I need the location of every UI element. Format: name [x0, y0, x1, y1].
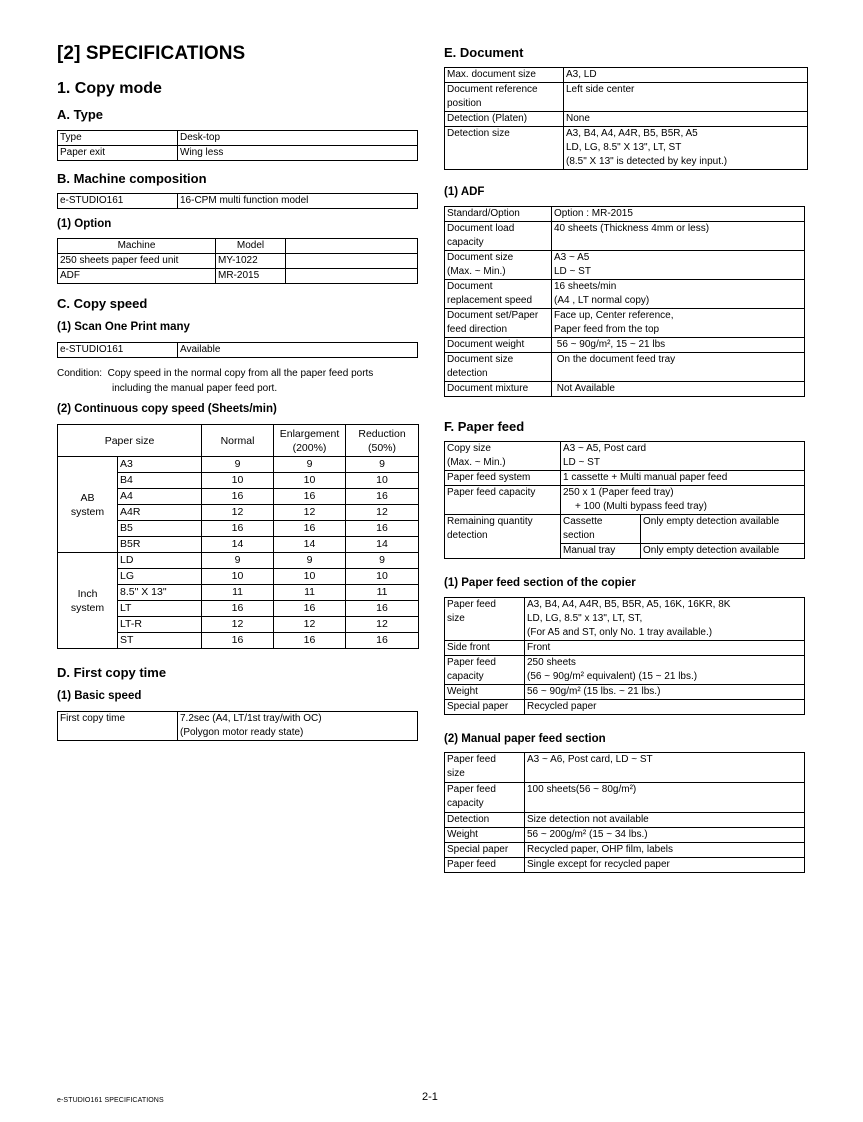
label-line: Document size — [447, 252, 514, 263]
label-line: Detection size — [447, 128, 510, 139]
cell-label — [445, 280, 552, 309]
table-row — [445, 442, 805, 471]
heading-document: E. Document — [444, 45, 524, 60]
cell-paper-size: B4 — [118, 473, 202, 489]
label-line: Document reference — [447, 84, 538, 95]
table-row — [445, 515, 805, 544]
label-line: replacement speed — [447, 295, 533, 306]
cell-label — [445, 813, 525, 828]
label-line: Special paper — [447, 844, 509, 855]
cell-normal: 16 — [202, 601, 274, 617]
cell-label — [445, 83, 564, 112]
label-line: Document load — [447, 223, 515, 234]
label-line: Weight — [447, 686, 478, 697]
cell-paper-size: B5 — [118, 521, 202, 537]
cell-label — [445, 222, 552, 251]
label-line: (Max. ~ Min.) — [447, 266, 506, 277]
cell-normal: 12 — [202, 617, 274, 633]
table-row — [445, 83, 808, 112]
value-line: 40 sheets (Thickness 4mm or less) — [554, 223, 710, 234]
machine-composition-table — [57, 193, 418, 209]
value-line: 16 sheets/min — [554, 281, 617, 292]
cell-value — [564, 112, 808, 127]
cell-value — [552, 353, 805, 382]
label-line: Special paper — [447, 701, 509, 712]
header-reduction-line-1: Reduction — [358, 427, 406, 440]
value-line: (8.5" X 13" is detected by key input.) — [566, 156, 728, 167]
condition-note — [57, 366, 427, 396]
table-row — [445, 783, 805, 813]
label-line: Remaining quantity — [447, 516, 533, 527]
cell-value: Desk-top — [178, 131, 418, 146]
value-line: Recycled paper — [527, 701, 597, 712]
table-row — [445, 353, 805, 382]
section-heading-copy-mode: 1. Copy mode — [57, 80, 162, 97]
cell-reduction: 16 — [346, 601, 419, 617]
cell-value — [564, 68, 808, 83]
label-line: detection — [447, 368, 488, 379]
value-line: 250 sheets — [527, 657, 576, 668]
cell-label — [445, 858, 525, 873]
label-line: feed direction — [447, 324, 508, 335]
label-line: Standard/Option — [447, 208, 520, 219]
cell-label — [445, 656, 525, 685]
cell-label — [445, 353, 552, 382]
cell-value — [564, 127, 808, 170]
document-table — [444, 67, 808, 170]
label-line: capacity — [447, 671, 484, 682]
cell-value — [552, 207, 805, 222]
table-row — [445, 641, 805, 656]
type-table — [57, 130, 418, 161]
cell-label: Paper exit — [58, 146, 178, 161]
value-line: A3 ~ A5, Post card — [563, 443, 647, 454]
cell-enlargement: 9 — [274, 553, 346, 569]
value-line-2: (Polygon motor ready state) — [180, 727, 304, 738]
cell-paper-size: A3 — [118, 457, 202, 473]
cell-model: MY-1022 — [216, 254, 286, 269]
table-row — [445, 222, 805, 251]
group-inch-system — [58, 553, 118, 649]
header-machine: Machine — [58, 239, 216, 254]
heading-machine-composition: B. Machine composition — [57, 171, 207, 186]
value-line: 56 ~ 90g/m², 15 ~ 21 lbs — [554, 339, 666, 350]
cell-label: First copy time — [58, 712, 178, 741]
table-row — [445, 207, 805, 222]
table-row — [58, 254, 418, 269]
cell-value: Available — [178, 343, 418, 358]
header-model: Model — [216, 239, 286, 254]
header-enlargement-line-1: Enlargement — [279, 427, 340, 440]
option-table — [57, 238, 418, 284]
value-line: A3 ~ A6, Post card, LD ~ ST — [527, 754, 653, 765]
cell-enlargement: 16 — [274, 601, 346, 617]
table-row — [445, 843, 805, 858]
header-reduction — [346, 425, 419, 457]
table-row — [445, 753, 805, 783]
cell-machine: ADF — [58, 269, 216, 284]
cell-label — [445, 843, 525, 858]
value-line: (A4 , LT normal copy) — [554, 295, 650, 306]
cell-reduction: 10 — [346, 569, 419, 585]
cell-sublabel — [561, 515, 641, 544]
label-line: Document mixture — [447, 383, 529, 394]
value-line: A3, LD — [566, 69, 597, 80]
table-row — [445, 68, 808, 83]
table-row — [445, 656, 805, 685]
table-row — [445, 685, 805, 700]
cell-value — [525, 858, 805, 873]
header-enlargement-line-2: (200%) — [292, 441, 327, 454]
label-line: Document set/Paper — [447, 310, 539, 321]
cell-label — [445, 783, 525, 813]
cell-label — [445, 207, 552, 222]
heading-paper-feed-section-copier: (1) Paper feed section of the copier — [444, 577, 636, 589]
table-row — [445, 813, 805, 828]
cell-paper-size: A4R — [118, 505, 202, 521]
value-line: + 100 (Multi bypass feed tray) — [575, 501, 708, 512]
table-row — [445, 309, 805, 338]
condition-line-2: including the manual paper feed port. — [112, 383, 278, 394]
label-line: Document — [447, 281, 493, 292]
label-line: Copy size — [447, 443, 491, 454]
cell-reduction: 14 — [346, 537, 419, 553]
table-row — [445, 112, 808, 127]
value-line: Front — [527, 642, 551, 653]
table-row — [58, 343, 418, 358]
cell-value — [178, 712, 418, 741]
cell-label — [445, 700, 525, 715]
cell-reduction: 16 — [346, 521, 419, 537]
first-copy-table — [57, 711, 418, 741]
table-row — [445, 338, 805, 353]
cell-enlargement: 9 — [274, 457, 346, 473]
page-title: [2] SPECIFICATIONS — [57, 43, 246, 64]
value-line: LD ~ ST — [563, 457, 600, 468]
cell-value — [525, 685, 805, 700]
heading-first-copy-time: D. First copy time — [57, 665, 167, 680]
cell-model: MR-2015 — [216, 269, 286, 284]
continuous-copy-speed-table — [57, 424, 419, 649]
value-line: Not Available — [554, 383, 615, 394]
group-label-line-2: system — [70, 505, 105, 518]
cell-paper-size: LG — [118, 569, 202, 585]
table-row — [445, 486, 805, 515]
cell-normal: 12 — [202, 505, 274, 521]
cell-reduction: 11 — [346, 585, 419, 601]
cell-enlargement: 10 — [274, 569, 346, 585]
table-row — [58, 269, 418, 284]
value-line: Recycled paper, OHP film, labels — [527, 844, 673, 855]
label-line: Detection (Platen) — [447, 113, 528, 124]
heading-type: A. Type — [57, 107, 103, 122]
label-line: Weight — [447, 829, 478, 840]
table-row — [445, 471, 805, 486]
label-line: Cassette — [563, 516, 603, 527]
cell-label — [445, 127, 564, 170]
label-line: capacity — [447, 798, 484, 809]
scan-one-table — [57, 342, 418, 358]
cell-value: Only empty detection available — [641, 544, 805, 559]
manual-paper-feed-table — [444, 752, 805, 873]
cell-value: 1 cassette + Multi manual paper feed — [561, 471, 805, 486]
cell-value — [552, 280, 805, 309]
cell-value — [525, 641, 805, 656]
cell-paper-size: A4 — [118, 489, 202, 505]
label-line: size — [447, 768, 465, 779]
value-line: LD, LG, 8.5" X 13", LT, ST — [566, 142, 682, 153]
cell-label — [445, 338, 552, 353]
cell-value — [525, 813, 805, 828]
table-row — [58, 712, 418, 741]
cell-value: Only empty detection available — [641, 515, 805, 544]
cell-paper-size: ST — [118, 633, 202, 649]
value-line: (56 ~ 90g/m² equivalent) (15 ~ 21 lbs.) — [527, 671, 698, 682]
value-line: A3, B4, A4, A4R, B5, B5R, A5 — [566, 128, 698, 139]
table-row — [58, 131, 418, 146]
cell-reduction: 12 — [346, 505, 419, 521]
cell-value — [552, 309, 805, 338]
value-line: A3 ~ A5 — [554, 252, 590, 263]
label-line: Max. document size — [447, 69, 536, 80]
condition-label: Condition: — [57, 368, 103, 379]
header-paper-size: Paper size — [58, 425, 202, 457]
table-row — [58, 457, 419, 473]
cell-reduction: 9 — [346, 553, 419, 569]
condition-line-1: Copy speed in the normal copy from all the paper feed ports — [107, 368, 374, 379]
cell-label — [445, 685, 525, 700]
group-label-line-1: Inch — [77, 587, 98, 600]
cell-value — [552, 251, 805, 280]
heading-option: (1) Option — [57, 218, 112, 230]
label-line: capacity — [447, 237, 484, 248]
cell-enlargement: 10 — [274, 473, 346, 489]
cell-normal: 14 — [202, 537, 274, 553]
cell-sublabel: Manual tray — [561, 544, 641, 559]
group-label-line-1: AB — [80, 491, 95, 504]
table-row — [445, 251, 805, 280]
header-enlargement — [274, 425, 346, 457]
value-line: 100 sheets(56 ~ 80g/m²) — [527, 784, 637, 795]
value-line: A3, B4, A4, A4R, B5, B5R, A5, 16K, 16KR, 8K — [527, 599, 731, 610]
table-row — [445, 858, 805, 873]
label-line: Paper feed — [447, 599, 496, 610]
cell-blank — [286, 254, 418, 269]
cell-value: Wing less — [178, 146, 418, 161]
table-row — [58, 146, 418, 161]
cell-normal: 10 — [202, 473, 274, 489]
cell-paper-size: 8.5" X 13" — [118, 585, 202, 601]
value-line: Option : MR-2015 — [554, 208, 633, 219]
heading-paper-feed: F. Paper feed — [444, 419, 525, 434]
table-row — [58, 553, 419, 569]
footer-document-title: e-STUDIO161 SPECIFICATIONS — [57, 1097, 164, 1104]
label-line: position — [447, 98, 482, 109]
cell-label — [445, 309, 552, 338]
label-line: Detection — [447, 814, 490, 825]
label-line: Paper feed — [447, 784, 496, 795]
value-line: 56 ~ 90g/m² (15 lbs. ~ 21 lbs.) — [527, 686, 661, 697]
label-line: Paper feed — [447, 657, 496, 668]
header-normal: Normal — [202, 425, 274, 457]
heading-basic-speed: (1) Basic speed — [57, 690, 142, 702]
cell-label — [445, 753, 525, 783]
cell-value: 16-CPM multi function model — [178, 194, 418, 209]
cell-value — [525, 700, 805, 715]
cell-label — [445, 828, 525, 843]
cell-paper-size: B5R — [118, 537, 202, 553]
table-row — [445, 828, 805, 843]
cell-reduction: 16 — [346, 489, 419, 505]
cell-enlargement: 16 — [274, 521, 346, 537]
value-line: Left side center — [566, 84, 635, 95]
cell-label: e-STUDIO161 — [58, 194, 178, 209]
label-line: Paper feed — [447, 754, 496, 765]
table-header-row — [58, 239, 418, 254]
cell-paper-size: LD — [118, 553, 202, 569]
cell-paper-size: LT-R — [118, 617, 202, 633]
cell-normal: 9 — [202, 553, 274, 569]
label-line: size — [447, 613, 465, 624]
cell-label — [445, 382, 552, 397]
cell-value — [525, 843, 805, 858]
cell-normal: 16 — [202, 489, 274, 505]
label-line: (Max. ~ Min.) — [447, 457, 506, 468]
cell-normal: 16 — [202, 633, 274, 649]
label-line: detection — [447, 530, 488, 541]
cell-reduction: 12 — [346, 617, 419, 633]
cell-normal: 9 — [202, 457, 274, 473]
cell-label — [445, 68, 564, 83]
label-line: Document weight — [447, 339, 525, 350]
heading-manual-paper-feed-section: (2) Manual paper feed section — [444, 733, 606, 745]
cell-enlargement: 16 — [274, 489, 346, 505]
cell-value — [525, 783, 805, 813]
cell-value — [561, 486, 805, 515]
cell-label — [445, 641, 525, 656]
value-line: On the document feed tray — [554, 354, 676, 365]
value-line: LD, LG, 8.5" x 13", LT, ST, — [527, 613, 643, 624]
copier-paper-feed-table — [444, 597, 805, 715]
cell-value — [552, 338, 805, 353]
value-line: 56 ~ 200g/m² (15 ~ 34 lbs.) — [527, 829, 648, 840]
value-line: Size detection not available — [527, 814, 649, 825]
cell-blank — [286, 269, 418, 284]
heading-copy-speed: C. Copy speed — [57, 296, 148, 311]
table-row — [445, 700, 805, 715]
cell-label: Type — [58, 131, 178, 146]
heading-scan-one-print-many: (1) Scan One Print many — [57, 321, 190, 333]
cell-label: Paper feed system — [445, 471, 561, 486]
cell-enlargement: 14 — [274, 537, 346, 553]
cell-normal: 16 — [202, 521, 274, 537]
cell-machine: 250 sheets paper feed unit — [58, 254, 216, 269]
header-blank — [286, 239, 418, 254]
value-line: LD ~ ST — [554, 266, 591, 277]
group-label-line-2: system — [70, 601, 105, 614]
cell-enlargement: 12 — [274, 617, 346, 633]
table-row — [58, 194, 418, 209]
value-line: (For A5 and ST, only No. 1 tray available.) — [527, 627, 713, 638]
value-line: 250 x 1 (Paper feed tray) — [563, 487, 674, 498]
page-number: 2-1 — [422, 1091, 438, 1103]
cell-label — [445, 442, 561, 471]
cell-enlargement: 11 — [274, 585, 346, 601]
label-line: Paper feed — [447, 859, 496, 870]
header-reduction-line-2: (50%) — [368, 441, 397, 454]
value-line: Single except for recycled paper — [527, 859, 670, 870]
cell-label — [445, 515, 561, 559]
table-row — [445, 280, 805, 309]
cell-value — [564, 83, 808, 112]
cell-value — [525, 828, 805, 843]
group-ab-system — [58, 457, 118, 553]
value-line: Paper feed from the top — [554, 324, 660, 335]
cell-paper-size: LT — [118, 601, 202, 617]
cell-value — [525, 753, 805, 783]
value-line: None — [566, 113, 590, 124]
table-row — [445, 127, 808, 170]
cell-normal: 11 — [202, 585, 274, 601]
label-line: section — [563, 530, 595, 541]
value-line: Face up, Center reference, — [554, 310, 674, 321]
cell-value — [552, 382, 805, 397]
cell-label — [445, 251, 552, 280]
table-row — [445, 598, 805, 641]
cell-reduction: 10 — [346, 473, 419, 489]
label-line: Side front — [447, 642, 490, 653]
cell-value — [561, 442, 805, 471]
cell-label: e-STUDIO161 — [58, 343, 178, 358]
heading-continuous-copy-speed: (2) Continuous copy speed (Sheets/min) — [57, 403, 277, 415]
cell-label: Paper feed capacity — [445, 486, 561, 515]
table-header-row — [58, 425, 419, 457]
cell-enlargement: 16 — [274, 633, 346, 649]
cell-reduction: 9 — [346, 457, 419, 473]
cell-value — [525, 598, 805, 641]
paper-feed-table — [444, 441, 805, 559]
cell-label — [445, 112, 564, 127]
cell-enlargement: 12 — [274, 505, 346, 521]
adf-table — [444, 206, 805, 397]
label-line: Document size — [447, 354, 514, 365]
value-line-1: 7.2sec (A4, LT/1st tray/with OC) — [180, 713, 322, 724]
cell-normal: 10 — [202, 569, 274, 585]
heading-adf: (1) ADF — [444, 186, 485, 198]
cell-label — [445, 598, 525, 641]
table-row — [445, 382, 805, 397]
cell-value — [525, 656, 805, 685]
cell-value — [552, 222, 805, 251]
cell-reduction: 16 — [346, 633, 419, 649]
